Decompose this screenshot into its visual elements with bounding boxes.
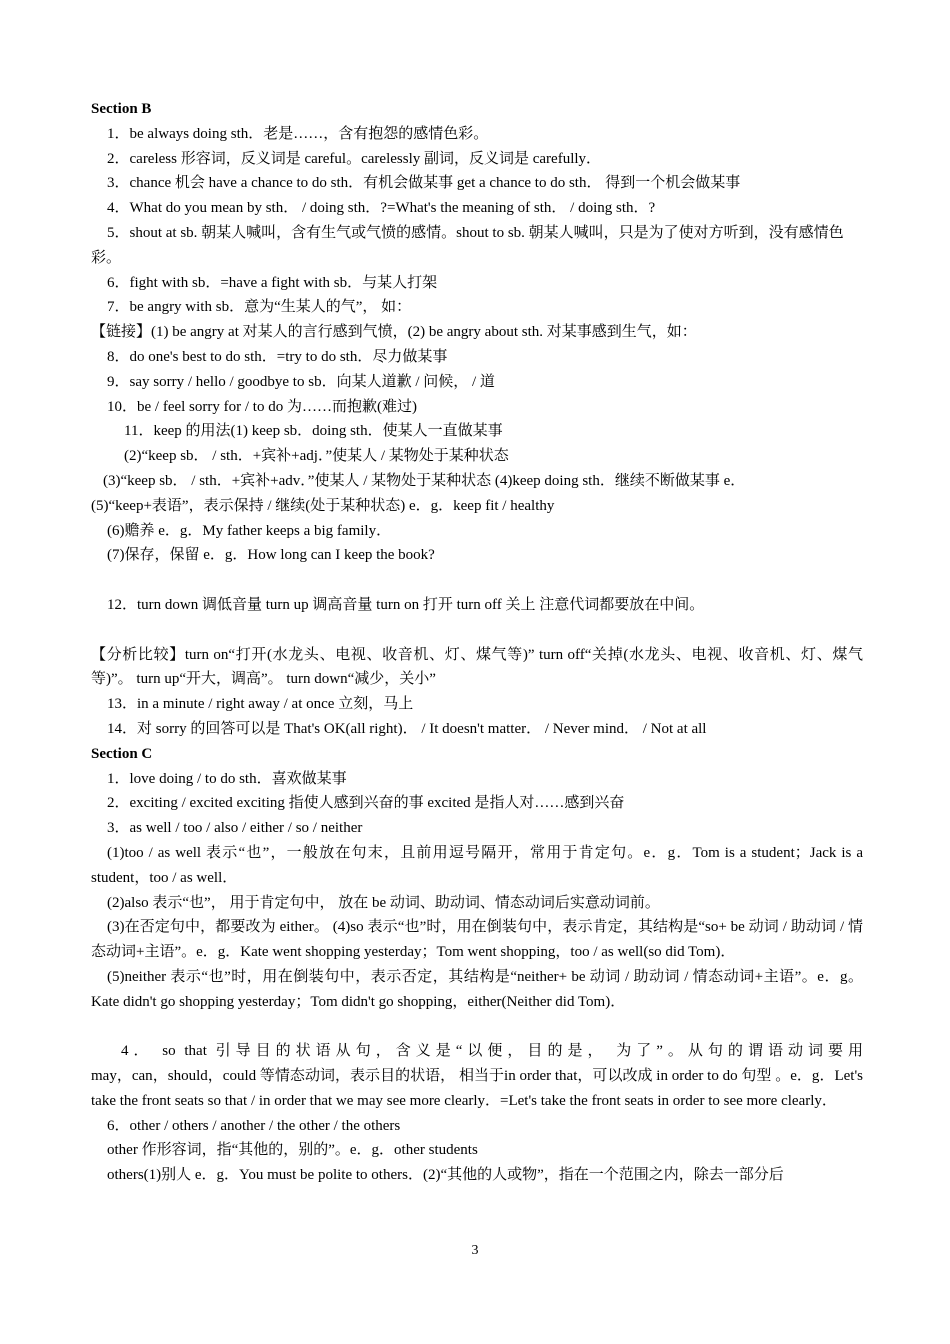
note-b-9: 9．say sorry / hello / goodbye to sb．向某人道歉 / 问候， / 道 <box>107 373 495 390</box>
keep-usage-2: (2)“keep sb． / sth．+宾补+adj．”使某人 / 某物处于某种状态 <box>124 448 509 465</box>
note-b-12: 12．turn down 调低音量 turn up 调高音量 turn on 打开 turn off 关上 注意代词都要放在中间。 <box>107 596 705 613</box>
note-c-3-1: (1)too / as well 表示“也”，一般放在句末，且前用逗号隔开，常用于肯定句。e．g．Tom is a student；Jack is a student，too / as well． <box>91 844 863 886</box>
link-note: 【链接】(1) be angry at 对某人的言行感到气愤，(2) be angry about sth. 对某事感到生气，如： <box>91 324 697 341</box>
note-b-2: 2．careless 形容词，反义词是 careful。carelessly 副词，反义词是 carefully． <box>107 150 602 167</box>
note-c-2: 2．exciting / excited exciting 指使人感到兴奋的事 excited 是指人对……感到兴奋 <box>107 795 625 812</box>
note-b-8: 8．do one's best to do sth．=try to do sth．尽力做某事 <box>107 348 448 365</box>
note-c-6-others: others(1)别人 e．g．You must be polite to others．(2)“其他的人或物”，指在一个范围之内，除去一部分后 <box>107 1167 784 1184</box>
blank-line <box>91 618 863 643</box>
page-number: 3 <box>471 1243 479 1258</box>
note-b-4: 4．What do you mean by sth． / doing sth．?=What's the meaning of sth． / doing sth．? <box>107 200 656 217</box>
blank-line <box>91 1014 863 1039</box>
note-b-3: 3．chance 机会 have a chance to do sth．有机会做某事 get a chance to do sth． 得到一个机会做某事 <box>107 175 741 192</box>
section-c-heading: Section C <box>91 745 153 762</box>
note-c-1: 1．love doing / to do sth．喜欢做某事 <box>107 770 347 787</box>
compare-analysis: 【分析比较】turn on“打开(水龙头、电视、收音机、灯、煤气等)” turn off“关掉(水龙头、电视、收音机、灯、煤气等)”。 turn up“开大，调高”。 turn down“减少，关小” <box>91 646 863 688</box>
note-c-3-5: (5)neither 表示“也”时，用在倒装句中，表示否定，其结构是“neither+ be 动词 / 助动词 / 情态动词+主语”。e．g。Kate didn't go shopping yesterday；Tom didn't go shopping，either(Neither did Tom)． <box>91 968 863 1010</box>
keep-usage-6: (6)赡养 e．g．My father keeps a big family． <box>107 522 392 539</box>
note-b-14: 14．对 sorry 的回答可以是 That's OK(all right)． / It doesn't matter． / Never mind． / Not at all <box>107 720 707 737</box>
note-b-11-keep: 11．keep 的用法(1) keep sb．doing sth．使某人一直做某事 <box>124 423 503 440</box>
note-c-4-body: may，can，should，could 等情态动词，表示目的状语， 相当于in order that，可以改成 in order to do 句型 。e．g．Let's take the front seats so that / in order that we may see more clearly．=Let's take the front seats in order to see more clearly． <box>91 1068 863 1109</box>
section-b-heading: Section B <box>91 101 152 117</box>
note-b-7: 7．be angry with sb．意为“生某人的气”， 如： <box>107 299 412 316</box>
document-body <box>91 97 863 1188</box>
note-b-6: 6．fight with sb．=have a fight with sb．与某人打架 <box>107 274 438 291</box>
note-c-3-3-4: (3)在否定句中，都要改为 either。 (4)so 表示“也”时，用在倒装句中，表示肯定，其结构是“so+ be 动词 / 助动词 / 情态动词+主语”。e．g．Kate went shopping yesterday；Tom went shopping，too / as well(so did Tom)． <box>91 919 863 961</box>
blank-line <box>91 568 863 593</box>
keep-usage-7: (7)保存，保留 e．g．How long can I keep the book? <box>107 547 435 564</box>
keep-usage-3-4: (3)“keep sb． / sth．+宾补+adv．”使某人 / 某物处于某种状态 (4)keep doing sth．继续不断做某事 e． <box>103 472 746 489</box>
note-b-10: 10．be / feel sorry for / to do 为……而抱歉(难过) <box>107 398 417 415</box>
note-c-3-2: (2)also 表示“也”， 用于肯定句中， 放在 be 动词、助动词、情态动词后实意动词前。 <box>107 894 660 911</box>
note-b-1: 1．be always doing sth．老是……，含有抱怨的感情色彩。 <box>107 125 489 142</box>
note-b-5: 5．shout at sb. 朝某人喊叫，含有生气或气愤的感情。shout to sb. 朝某人喊叫，只是为了使对方听到，没有感情色彩。 <box>91 224 844 266</box>
note-c-3: 3．as well / too / also / either / so / neither <box>107 820 363 837</box>
note-c-4-intro: 4． so that 引导目的状语从句，含义是“以便，目的是， 为了”。从句的谓语动词要用 <box>121 1043 863 1060</box>
keep-usage-5: (5)“keep+表语”，表示保持 / 继续(处于某种状态) e．g．keep fit / healthy <box>91 497 555 514</box>
note-c-6-other: other 作形容词，指“其他的，别的”。e．g．other students <box>107 1142 478 1159</box>
note-c-6: 6．other / others / another / the other / the others <box>107 1117 401 1134</box>
note-b-13: 13．in a minute / right away / at once 立刻，马上 <box>107 696 414 713</box>
